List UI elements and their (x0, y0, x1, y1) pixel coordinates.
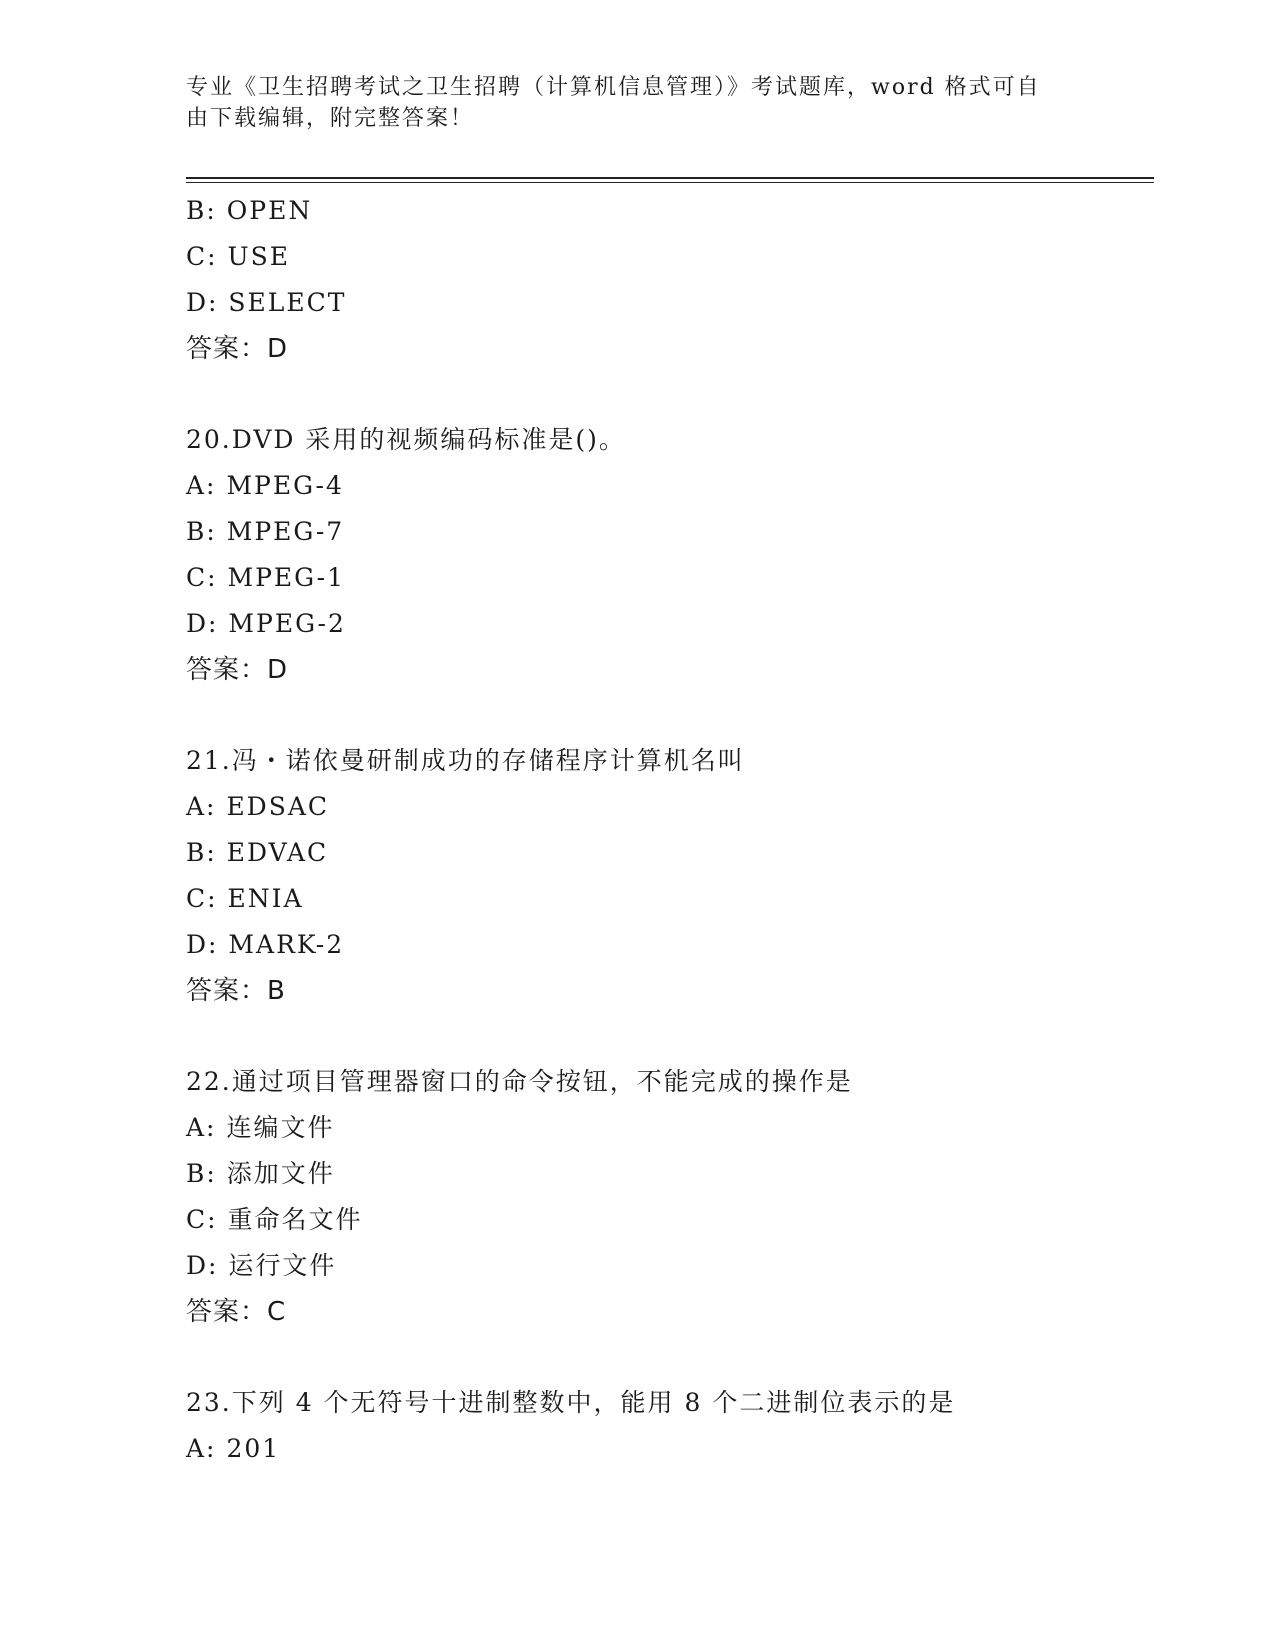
question-22 (186, 1059, 1154, 1335)
option-d: D: 运行文件 (186, 1251, 337, 1280)
option-a: A: MPEG-4 (186, 471, 344, 500)
option-d: D: SELECT (186, 288, 347, 317)
header-divider-thin (186, 182, 1154, 183)
header-line-1: 专业《卫生招聘考试之卫生招聘（计算机信息管理）》考试题库，word 格式可自 (186, 75, 1041, 100)
option-b: B: EDVAC (186, 838, 329, 867)
question-19-continued (186, 188, 1154, 372)
option-b: B: 添加文件 (186, 1159, 335, 1188)
header-divider-thick (186, 177, 1154, 179)
document-header (186, 72, 1066, 134)
question-title: 20.DVD 采用的视频编码标准是()。 (186, 425, 626, 454)
option-b: B: OPEN (186, 196, 313, 225)
header-line-2: 由下载编辑，附完整答案！ (186, 106, 475, 131)
option-c: C: 重命名文件 (186, 1205, 363, 1234)
question-21 (186, 738, 1154, 1014)
option-d: D: MARK-2 (186, 930, 345, 959)
option-a: A: 201 (186, 1434, 281, 1463)
option-c: C: USE (186, 242, 290, 271)
question-20 (186, 417, 1154, 693)
answer-line: 答案：D (186, 655, 289, 685)
option-c: C: MPEG-1 (186, 563, 345, 592)
question-list (186, 188, 1154, 1472)
question-23 (186, 1380, 1154, 1472)
option-a: A: 连编文件 (186, 1113, 335, 1142)
answer-line: 答案：C (186, 1297, 287, 1327)
option-a: A: EDSAC (186, 792, 330, 821)
option-c: C: ENIA (186, 884, 304, 913)
question-title: 22.通过项目管理器窗口的命令按钮，不能完成的操作是 (186, 1067, 853, 1096)
option-b: B: MPEG-7 (186, 517, 345, 546)
question-title: 23.下列 4 个无符号十进制整数中，能用 8 个二进制位表示的是 (186, 1388, 956, 1417)
question-title: 21.冯・诺依曼研制成功的存储程序计算机名叫 (186, 746, 745, 775)
answer-line: 答案：D (186, 334, 289, 364)
answer-line: 答案：B (186, 976, 286, 1006)
option-d: D: MPEG-2 (186, 609, 346, 638)
